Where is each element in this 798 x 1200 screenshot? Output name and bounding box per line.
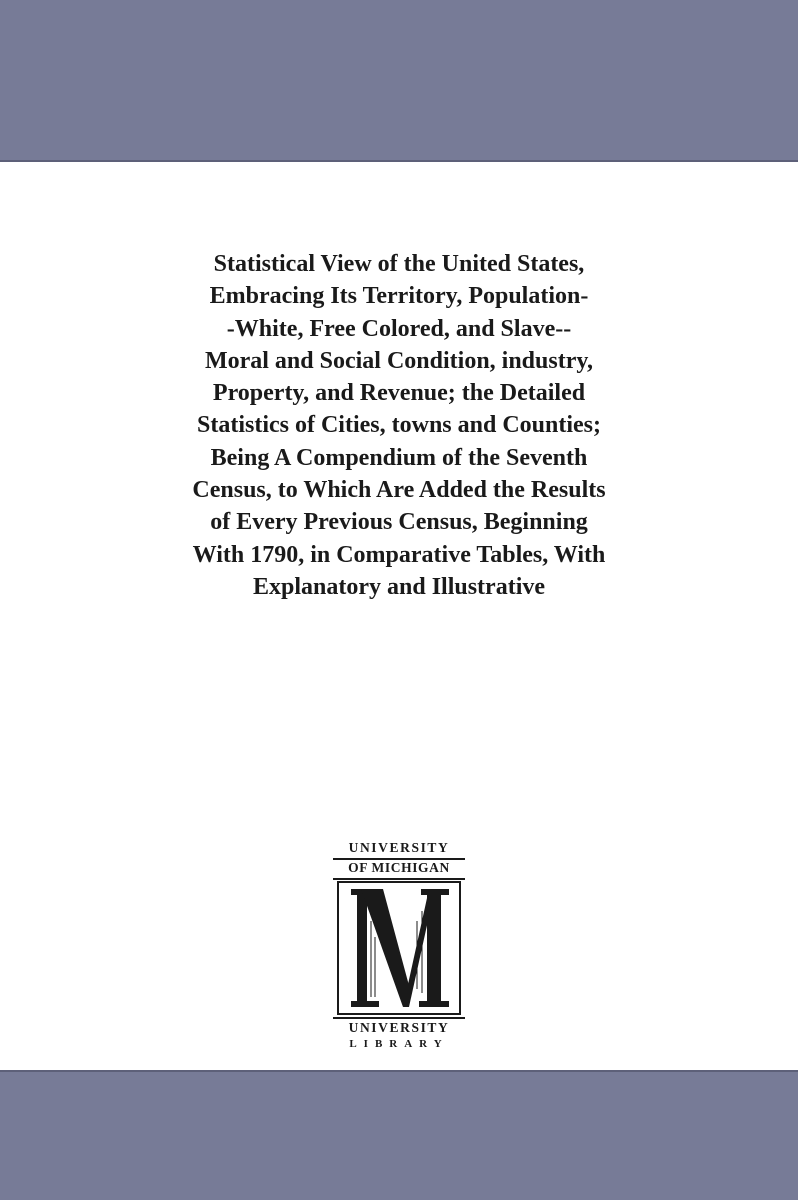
logo-university-text: UNIVERSITY [348,840,450,855]
monogram-m-icon [337,881,461,1015]
bottom-color-band [0,1070,798,1200]
title-line: Being A Compendium of the Seventh [210,444,588,471]
title-line: Embracing Its Territory, Population- [209,283,589,310]
title-line: Statistical View of the United States, [213,251,585,277]
book-title [60,248,738,603]
university-library-logo [331,834,467,1060]
title-line: Property, and Revenue; the Detailed [212,380,586,407]
logo-rule [333,878,465,880]
title-line: With 1790, in Comparative Tables, With [192,541,606,568]
logo-rule [333,1017,465,1019]
title-line: -White, Free Colored, and Slave-- [226,315,572,342]
title-line: Census, to Which Are Added the Results [192,477,606,504]
title-line: of Every Previous Census, Beginning [210,509,588,536]
top-color-band [0,0,798,162]
title-line: Explanatory and Illustrative [252,573,546,600]
logo-university-text: UNIVERSITY [348,1020,450,1035]
title-line: Moral and Social Condition, industry, [204,347,594,374]
logo-library-text: LIBRARY [349,1038,449,1050]
logo-of-michigan-text: OF MICHIGAN [348,860,450,875]
title-line: Statistics of Cities, towns and Counties; [196,412,601,439]
